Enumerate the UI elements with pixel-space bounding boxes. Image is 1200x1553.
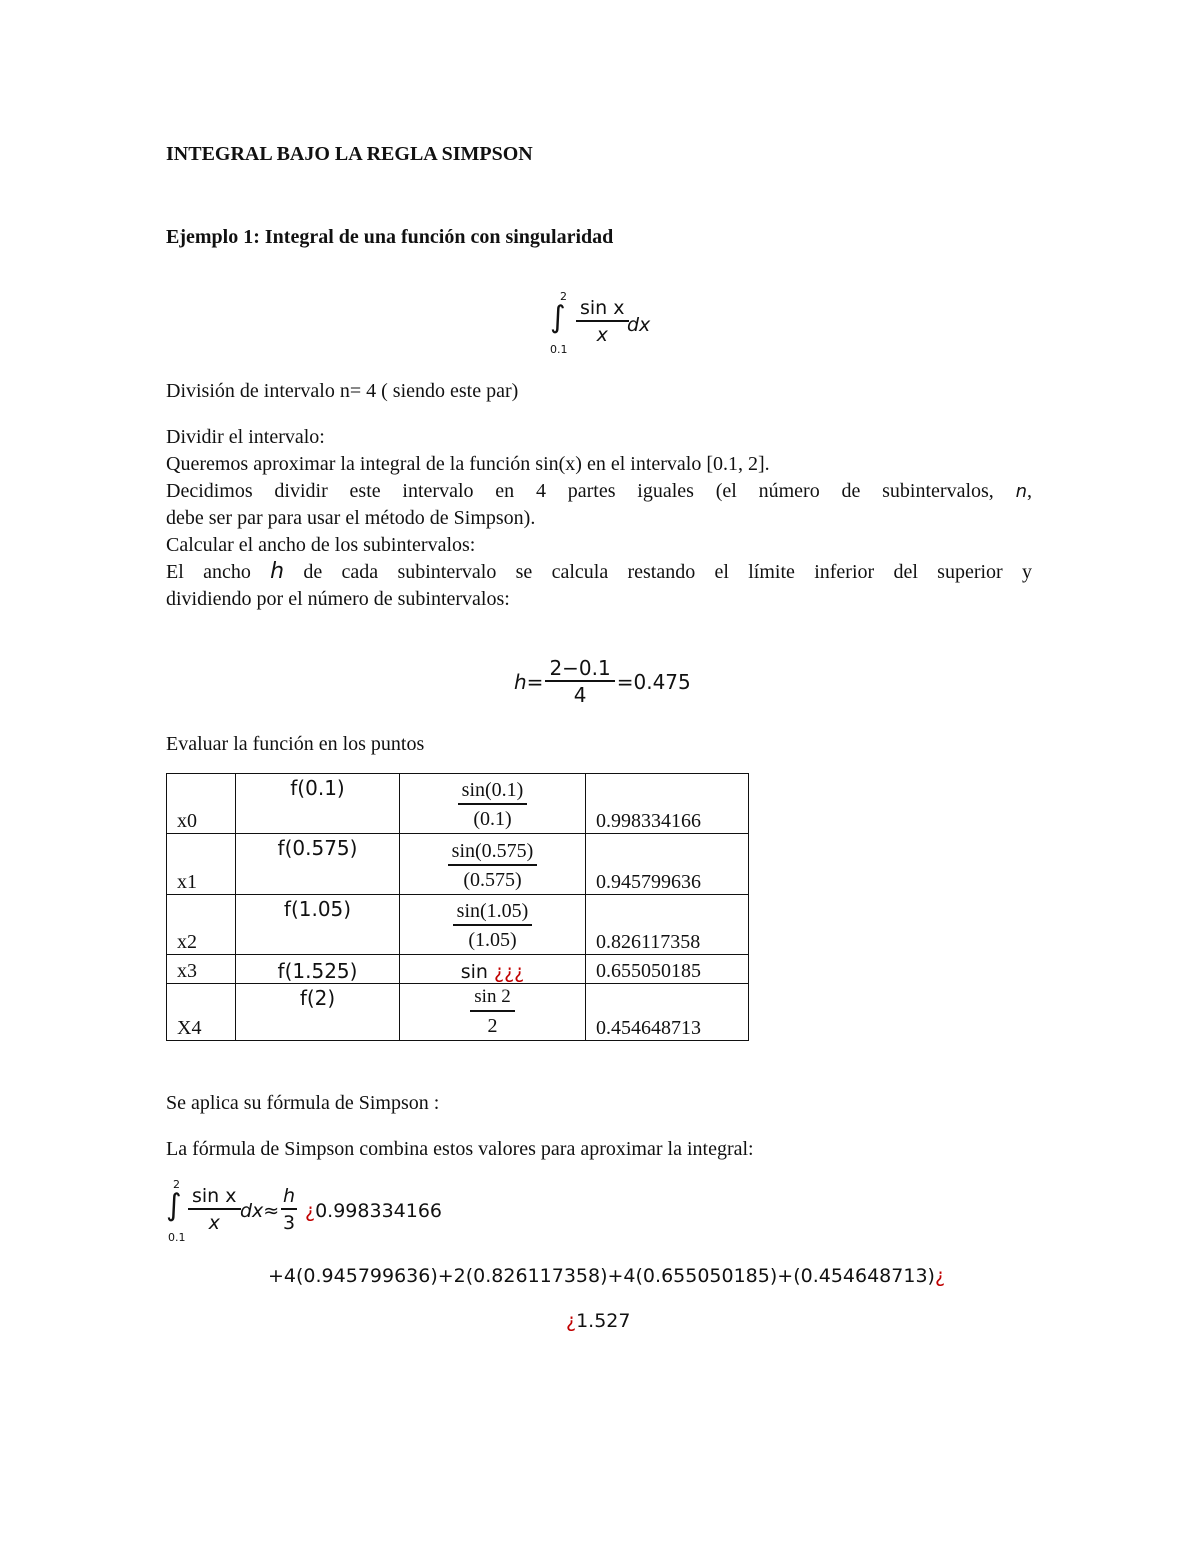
point-label: X4: [167, 984, 236, 1041]
integral-lower-limit: 0.1: [550, 343, 568, 356]
point-label: x3: [167, 955, 236, 984]
step-divide-heading: Dividir el intervalo:: [166, 426, 325, 448]
function-call: f(1.05): [283, 897, 352, 921]
simpson-first-term: ¿0.998334166: [305, 1200, 443, 1222]
unrendered-glyph: ¿: [305, 1200, 316, 1222]
step-width-text1: El ancho h de cada subintervalo se calcula restando el límite inferior del superior y: [166, 559, 1033, 584]
function-expression: $\frac{\sin(1.05)}{(1.05)}$: [453, 898, 533, 954]
simpson-formula-line1: [166, 1178, 466, 1248]
table-row: [167, 955, 749, 984]
example-heading: Ejemplo 1: Integral de una función con singularidad: [166, 226, 614, 248]
function-value: 0.655050185: [586, 955, 749, 984]
unrendered-glyph: ¿: [934, 1265, 946, 1287]
unrendered-glyphs: ¿¿¿: [494, 961, 525, 983]
step-width-text2: dividiendo por el número de subintervalos:: [166, 588, 510, 610]
function-value: 0.998334166: [586, 774, 749, 834]
function-value: 0.945799636: [586, 834, 749, 895]
integral-sign: ∫: [166, 1188, 182, 1223]
evaluate-heading: Evaluar la función en los puntos: [166, 733, 425, 755]
integrand-denominator: x: [596, 324, 608, 346]
step-divide-text2: Decidimos dividir este intervalo en 4 partes iguales (el número de subintervalos, n,: [166, 480, 1033, 502]
integrand-numerator: sin x: [580, 297, 625, 319]
integral-differential: dx: [627, 314, 651, 336]
variable-h: h: [270, 559, 285, 584]
table-row: [167, 895, 749, 955]
unrendered-glyph: ¿: [566, 1310, 577, 1332]
function-value: 0.826117358: [586, 895, 749, 955]
h-formula-denominator: 4: [573, 683, 587, 707]
function-values-table: [166, 773, 749, 1041]
simpson-three: 3: [282, 1212, 296, 1234]
function-expression: $\frac{\sin(0.1)}{(0.1)}$: [458, 777, 528, 833]
simpson-formula-line2: +4(0.945799636)+2(0.826117358)+4(0.655050185)+(0.454648713)¿: [268, 1265, 946, 1287]
integral-upper-limit: 2: [560, 290, 567, 303]
h-formula-rhs: =0.475: [616, 670, 691, 694]
function-expression: $\frac{\sin(0.575)}{(0.575)}$: [448, 838, 538, 894]
point-label: x0: [167, 774, 236, 834]
division-line: División de intervalo n= 4 ( siendo este par): [166, 380, 519, 402]
table-row: [167, 984, 749, 1041]
simpson-integrand-numerator: sin x: [188, 1184, 241, 1210]
integrand-fraction: [576, 296, 629, 348]
simpson-result: ¿1.527: [566, 1310, 631, 1332]
function-call: f(1.525): [236, 955, 400, 984]
apply-text: Se aplica su fórmula de Simpson :: [166, 1092, 440, 1114]
function-call: f(0.1): [290, 776, 345, 800]
h-formula: [514, 656, 691, 708]
simpson-approx: dx≈: [240, 1200, 280, 1222]
simpson-integrand-denominator: x: [208, 1212, 220, 1234]
function-call: f(0.575): [277, 836, 358, 860]
point-label: x1: [167, 834, 236, 895]
table-row: [167, 834, 749, 895]
h-formula-lhs: h=: [514, 670, 544, 694]
integral-sign: ∫: [550, 300, 566, 335]
simpson-h: h: [281, 1184, 297, 1210]
function-expression: sin ¿¿¿: [400, 955, 586, 984]
combine-text: La fórmula de Simpson combina estos valores para aproximar la integral:: [166, 1138, 754, 1160]
point-label: x2: [167, 895, 236, 955]
function-expression: $\frac{\sin 2}{2}$: [470, 984, 514, 1040]
page-title: INTEGRAL BAJO LA REGLA SIMPSON: [166, 143, 533, 165]
function-call: f(2): [299, 986, 336, 1010]
variable-n: n: [1015, 481, 1028, 502]
step-width-heading: Calcular el ancho de los subintervalos:: [166, 534, 476, 556]
integral-expression: [548, 290, 668, 360]
simpson-lower-limit: 0.1: [168, 1231, 186, 1244]
simpson-upper-limit: 2: [173, 1178, 180, 1191]
step-divide-text3: debe ser par para usar el método de Simpson).: [166, 507, 536, 529]
function-value: 0.454648713: [586, 984, 749, 1041]
table-row: [167, 774, 749, 834]
step-divide-text1: Queremos aproximar la integral de la función sin(x) en el intervalo [0.1, 2].: [166, 453, 770, 475]
h-formula-numerator: 2−0.1: [545, 656, 614, 682]
